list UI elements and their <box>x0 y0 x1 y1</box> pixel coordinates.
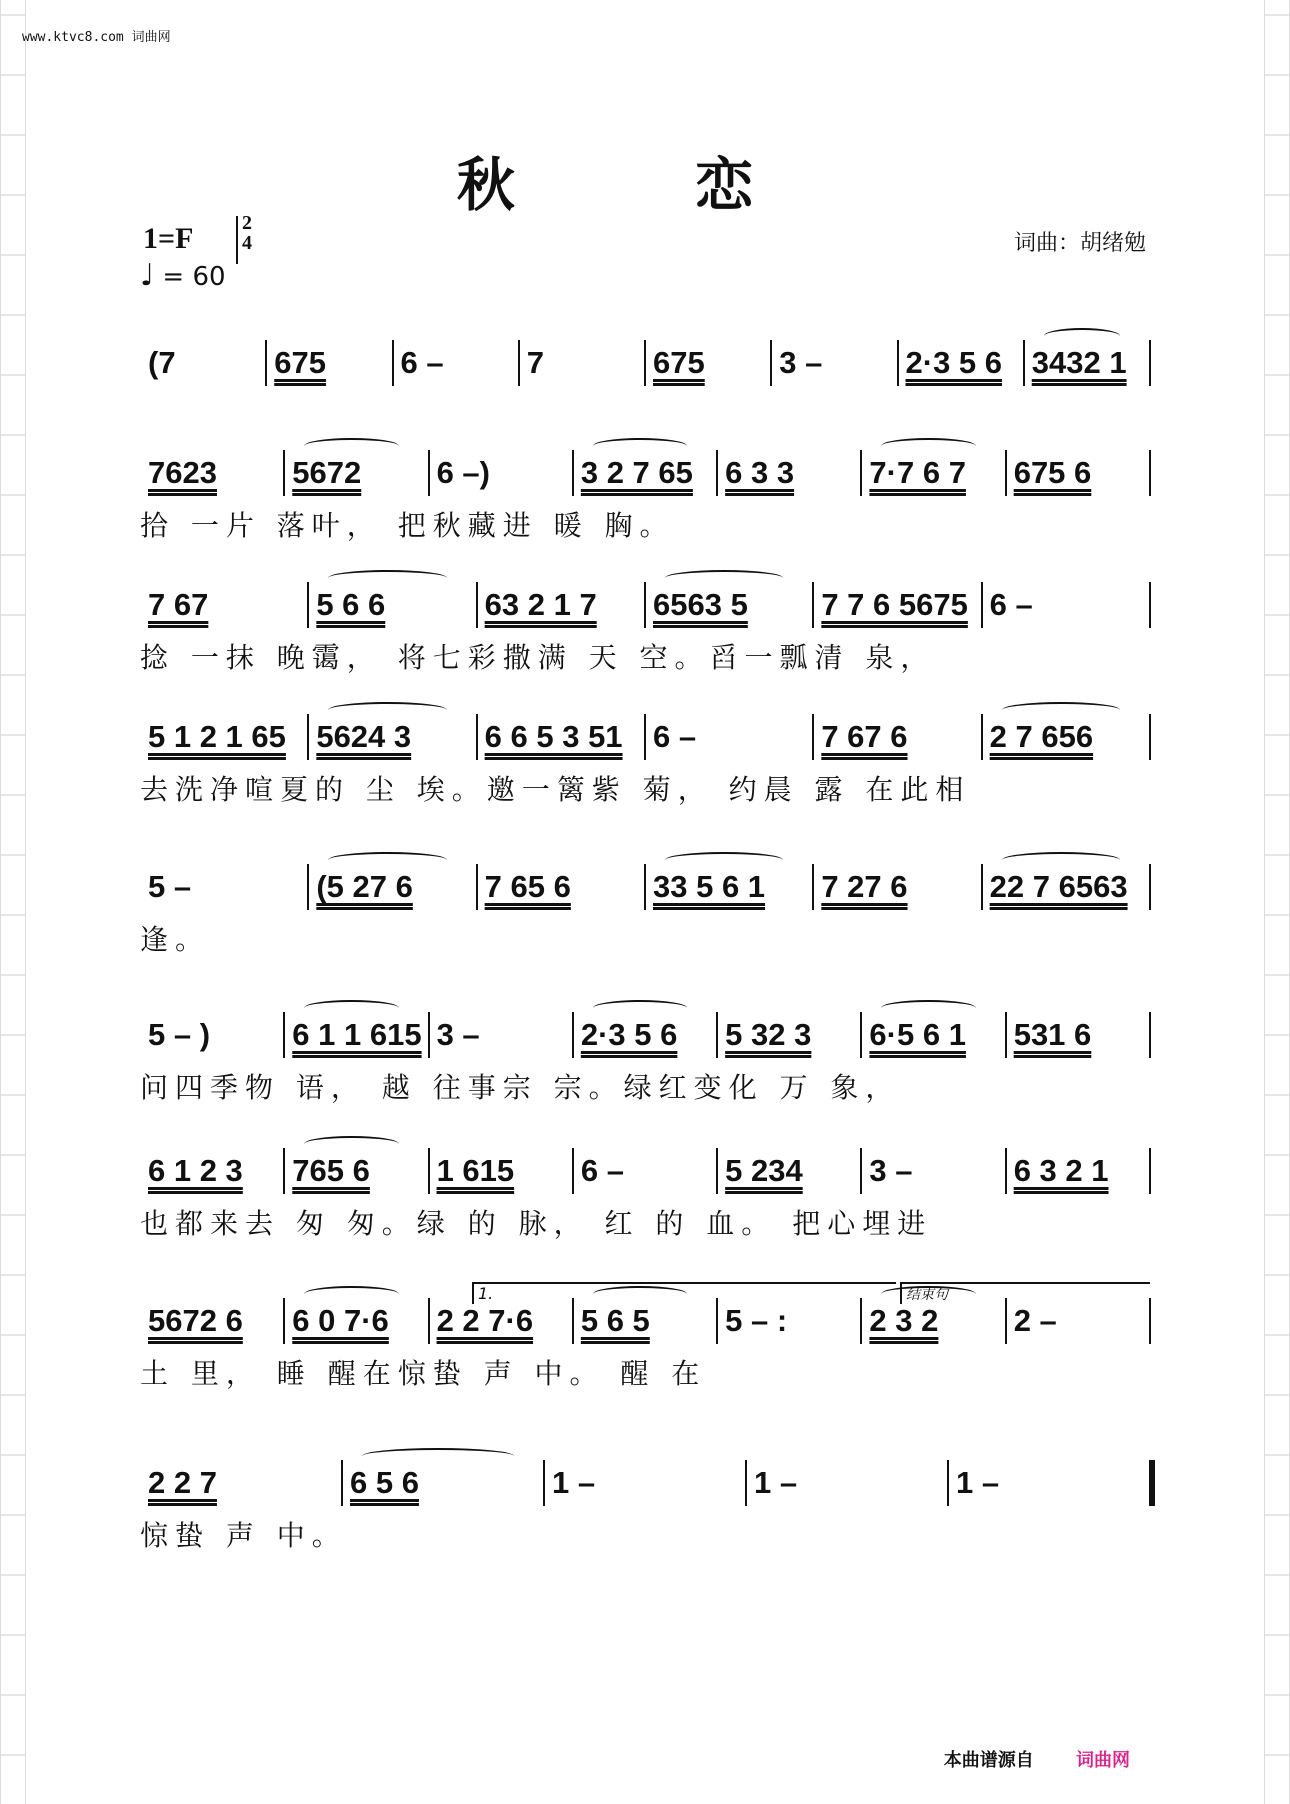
barline <box>716 1298 718 1344</box>
barline <box>1149 340 1151 386</box>
measure: 7 67 <box>148 587 209 622</box>
barline <box>307 582 309 628</box>
measure: 5 32 3 <box>725 1017 812 1052</box>
measure: 2·3 5 6 <box>580 1017 678 1052</box>
barline <box>1149 450 1151 496</box>
measure-row <box>140 448 1150 498</box>
barline <box>716 1012 718 1058</box>
score-system <box>0 1010 1290 1120</box>
score-system <box>0 712 1290 822</box>
barline <box>644 864 646 910</box>
measure: 675 <box>653 345 705 380</box>
barline <box>644 582 646 628</box>
measure: 1 – <box>754 1465 798 1500</box>
measure: 5 – ) <box>148 1017 211 1052</box>
barline <box>1149 1012 1151 1058</box>
measure: 675 6 <box>1013 455 1092 490</box>
measure: 675 <box>274 345 326 380</box>
barline <box>716 1148 718 1194</box>
measure: 6 – <box>580 1153 624 1188</box>
measure: 6·5 6 1 <box>869 1017 966 1052</box>
measure: 5 1 2 1 65 <box>148 719 286 754</box>
measure: 7·7 6 7 <box>869 455 966 490</box>
slur <box>665 570 783 586</box>
barline <box>860 1012 862 1058</box>
barline <box>897 340 899 386</box>
measure: 3 – <box>869 1153 913 1188</box>
slur <box>304 1136 398 1152</box>
barline <box>644 340 646 386</box>
measure-row <box>140 1146 1150 1196</box>
score-system <box>0 862 1290 972</box>
barline <box>981 864 983 910</box>
volta-first-ending: 1. <box>472 1282 896 1304</box>
volta-ending-phrase: 结束句 <box>900 1282 1150 1304</box>
time-top: 2 <box>242 212 252 234</box>
slur <box>1002 852 1120 868</box>
barline <box>428 1012 430 1058</box>
score-system <box>0 1296 1290 1406</box>
site-header: www.ktvc8.com 词曲网 <box>22 30 171 45</box>
tempo-value: = 60 <box>162 262 226 292</box>
barline <box>307 864 309 910</box>
lyrics-line: 惊蛰 声 中。 <box>140 1519 347 1552</box>
barline <box>1005 450 1007 496</box>
measure: 5 – : <box>725 1303 788 1338</box>
lyrics-line: 土 里， 睡 醒在惊蛰 声 中。 醒 在 <box>140 1357 707 1390</box>
measure: 63 2 1 7 <box>484 587 597 622</box>
barline <box>543 1460 545 1506</box>
measure-row <box>140 712 1150 762</box>
measure: 6 6 5 3 51 <box>484 719 623 754</box>
score-system <box>0 1146 1290 1256</box>
barline <box>981 582 983 628</box>
barline <box>812 714 814 760</box>
footer-brand: 词曲网 <box>1076 1750 1130 1771</box>
measure: 6 3 3 <box>725 455 795 490</box>
measure: 1 615 <box>436 1153 515 1188</box>
measure: 5 234 <box>725 1153 803 1188</box>
barline <box>476 864 478 910</box>
slur <box>328 702 446 718</box>
measure: 6563 5 <box>653 587 748 622</box>
barline <box>1005 1148 1007 1194</box>
song-title: 秋 恋 <box>456 151 834 219</box>
barline <box>1149 1460 1155 1506</box>
measure: 1 – <box>956 1465 1000 1500</box>
slur <box>593 1000 687 1016</box>
barline <box>1149 714 1151 760</box>
measure: 6 – <box>653 719 697 754</box>
measure: (7 <box>148 345 176 380</box>
measure: 33 5 6 1 <box>653 869 766 904</box>
tempo-mark <box>140 258 226 293</box>
barline <box>981 714 983 760</box>
barline <box>770 340 772 386</box>
score-system <box>0 580 1290 690</box>
barline <box>283 1148 285 1194</box>
measure: 2 2 7·6 <box>436 1303 534 1338</box>
barline <box>947 1460 949 1506</box>
lyrics-line: 问四季物 语， 越 往事宗 宗。绿红变化 万 象， <box>140 1071 901 1104</box>
measure: 1 – <box>552 1465 596 1500</box>
barline <box>812 864 814 910</box>
barline <box>716 450 718 496</box>
measure-row <box>140 580 1150 630</box>
measure: 531 6 <box>1013 1017 1092 1052</box>
barline <box>860 450 862 496</box>
measure: 6 5 6 <box>350 1465 419 1500</box>
measure: 5672 <box>292 455 362 490</box>
slur <box>362 1448 514 1464</box>
slur <box>304 1286 398 1302</box>
lyrics-line: 逢。 <box>140 923 211 956</box>
barline <box>265 340 267 386</box>
barline <box>860 1298 862 1344</box>
measure: 7 67 6 <box>821 719 908 754</box>
score-system <box>0 1458 1290 1568</box>
credit: 词曲：胡绪勉 <box>1013 231 1146 256</box>
slur <box>328 852 446 868</box>
measure: 5 – <box>148 869 192 904</box>
barline <box>428 1298 430 1344</box>
barline <box>341 1460 343 1506</box>
lyrics-line: 拾 一片 落叶， 把秋藏进 暖 胸。 <box>140 509 675 542</box>
barline <box>476 582 478 628</box>
barline <box>307 714 309 760</box>
barline <box>860 1148 862 1194</box>
barline <box>392 340 394 386</box>
footer-source: 本曲谱源自 <box>943 1750 1034 1771</box>
lyrics-line: 去洗净喧夏的 尘 埃。邀一篱紫 菊， 约晨 露 在此相 <box>140 773 971 806</box>
measure: 2 3 2 <box>869 1303 939 1338</box>
barline <box>283 450 285 496</box>
measure: 6 3 2 1 <box>1013 1153 1109 1188</box>
key-signature: 1=F <box>143 222 194 255</box>
measure: 5 6 5 <box>580 1303 650 1338</box>
lyrics-line: 也都来去 匆 匆。绿 的 脉， 红 的 血。 把心埋进 <box>140 1207 933 1240</box>
slur <box>304 438 398 454</box>
measure: 7 27 6 <box>821 869 908 904</box>
time-bottom: 4 <box>242 232 252 254</box>
barline <box>572 1148 574 1194</box>
slur <box>881 438 975 454</box>
measure: 6 – <box>989 587 1033 622</box>
barline <box>283 1298 285 1344</box>
measure: 6 1 1 615 <box>292 1017 422 1052</box>
measure: 6 1 2 3 <box>148 1153 243 1188</box>
measure: 6 –) <box>436 455 490 490</box>
barline <box>1149 864 1151 910</box>
measure: 2 7 656 <box>989 719 1094 754</box>
barline <box>1023 340 1025 386</box>
barline <box>283 1012 285 1058</box>
measure: 765 6 <box>292 1153 370 1188</box>
score-system <box>0 338 1290 448</box>
slur <box>1044 328 1120 344</box>
measure: 6 0 7·6 <box>292 1303 389 1338</box>
measure: 5672 6 <box>148 1303 243 1338</box>
measure-row <box>140 862 1150 912</box>
measure: 6 – <box>400 345 444 380</box>
barline <box>644 714 646 760</box>
slur <box>328 570 446 586</box>
barline <box>1005 1012 1007 1058</box>
slur <box>665 852 783 868</box>
measure-row <box>140 338 1150 388</box>
measure: (5 27 6 <box>316 869 413 904</box>
barline <box>1149 582 1151 628</box>
barline <box>428 450 430 496</box>
slur <box>304 1000 398 1016</box>
measure: 7 7 6 5675 <box>821 587 968 622</box>
barline <box>518 340 520 386</box>
measure: 22 7 6563 <box>989 869 1128 904</box>
lyrics-line: 捻 一抹 晚霭， 将七彩撒满 天 空。舀一瓢清 泉， <box>140 641 936 674</box>
barline <box>1149 1298 1151 1344</box>
measure-row <box>140 1458 1150 1508</box>
measure-row <box>140 1010 1150 1060</box>
measure: 5 6 6 <box>316 587 386 622</box>
slur <box>1002 702 1120 718</box>
barline <box>572 1012 574 1058</box>
time-signature <box>236 213 258 253</box>
barline <box>428 1148 430 1194</box>
measure: 7 <box>526 345 544 380</box>
barline <box>1149 1148 1151 1194</box>
barline <box>476 714 478 760</box>
slur <box>593 438 687 454</box>
measure: 2 2 7 <box>148 1465 217 1500</box>
barline <box>572 1298 574 1344</box>
measure: 3432 1 <box>1031 345 1127 380</box>
score-system <box>0 448 1290 558</box>
barline <box>572 450 574 496</box>
measure: 7623 <box>148 455 217 490</box>
barline <box>812 582 814 628</box>
measure: 3 – <box>436 1017 480 1052</box>
slur <box>881 1000 975 1016</box>
measure: 2·3 5 6 <box>905 345 1003 380</box>
footer <box>944 1746 1130 1772</box>
measure: 7 65 6 <box>484 869 571 904</box>
measure: 5624 3 <box>316 719 412 754</box>
measure: 3 2 7 65 <box>580 455 693 490</box>
measure: 2 – <box>1013 1303 1057 1338</box>
quarter-note-icon: ♩ <box>140 258 155 293</box>
measure: 3 – <box>779 345 823 380</box>
barline <box>745 1460 747 1506</box>
barline <box>1005 1298 1007 1344</box>
